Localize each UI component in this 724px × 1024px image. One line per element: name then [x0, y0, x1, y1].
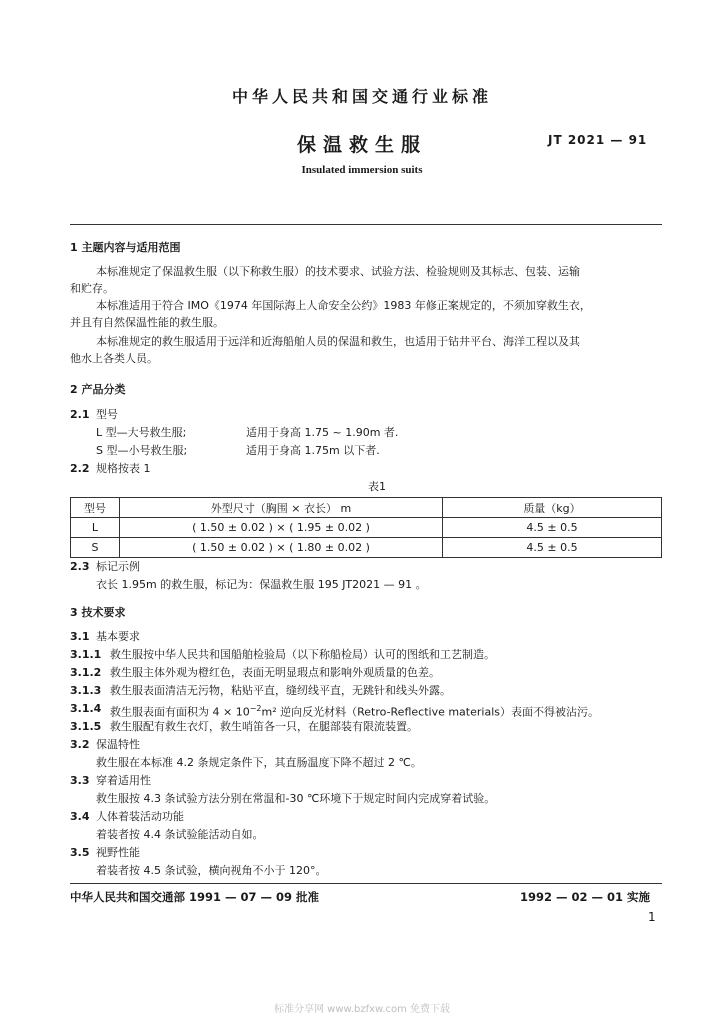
table-cell: S [71, 538, 120, 558]
clause-3-1-2-text: 救生服主体外观为橙红色，表面无明显瑕点和影响外观质量的色差。 [110, 666, 440, 679]
table-cell: L [71, 518, 120, 538]
clause-3-1-number: 3.1 [70, 630, 90, 643]
clause-2-3-number: 2.3 [70, 560, 90, 573]
approval-line: 中华人民共和国交通部 1991 — 07 — 09 批准 [70, 890, 320, 904]
watermark-text: 标准分享网 www.bzfxw.com 免费下载 [274, 1004, 450, 1015]
table-caption: 表1 [368, 480, 386, 493]
table-cell: ( 1.50 ± 0.02 ) × ( 1.95 ± 0.02 ) [120, 518, 443, 538]
clause-3-1-5-text: 救生服配有救生衣灯，救生哨笛各一只，在腿部装有限流装置。 [110, 720, 418, 733]
clause-2-3-title: 标记示例 [96, 560, 140, 573]
document-title-english: Insulated immersion suits [301, 164, 423, 176]
section-1-heading: 1 主题内容与适用范围 [70, 241, 181, 254]
clause-3-1-4-text-a: 救生服表面有面积为 4 × 10 [110, 705, 250, 719]
clause-3-5-title: 视野性能 [96, 846, 140, 859]
clause-3-3-number: 3.3 [70, 774, 90, 787]
effective-date: 1992 — 02 — 01 实施 [520, 890, 651, 904]
table-header-cell: 外型尺寸（胸围 × 衣长） m [120, 498, 443, 518]
section-1-para-1-line-2: 和贮存。 [70, 282, 114, 295]
section-1-para-3-line-2: 他水上各类人员。 [70, 352, 158, 365]
marking-example-text: 衣长 1.95m 的救生服，标记为：保温救生服 195 JT2021 — 91 。 [96, 578, 427, 591]
specification-table [70, 497, 662, 558]
clause-3-1-4-text-b: m² 逆向反光材料（Retro-Reflective materials）表面不得被沾污。 [261, 705, 599, 719]
section-1-para-1-line-1: 本标准规定了保温救生服（以下称救生服）的技术要求、试验方法、检验规则及其标志、包装、运输 [96, 265, 580, 278]
table-cell: 4.5 ± 0.5 [443, 538, 662, 558]
clause-3-2-number: 3.2 [70, 738, 90, 751]
type-l-label: L 型—大号救生服; [96, 426, 187, 439]
table-row [71, 518, 662, 538]
clause-2-1-number: 2.1 [70, 408, 90, 421]
standard-code: JT 2021 — 91 [548, 133, 648, 147]
clause-2-1-title: 型号 [96, 408, 118, 421]
type-l-description: 适用于身高 1.75 ~ 1.90m 者. [246, 426, 399, 439]
clause-2-2-number: 2.2 [70, 462, 90, 475]
clause-3-5-number: 3.5 [70, 846, 90, 859]
table-header-cell: 型号 [71, 498, 120, 518]
clause-3-1-4-number: 3.1.4 [70, 702, 102, 715]
table-cell: ( 1.50 ± 0.02 ) × ( 1.80 ± 0.02 ) [120, 538, 443, 558]
clause-3-1-5-number: 3.1.5 [70, 720, 102, 733]
clause-3-3-title: 穿着适用性 [96, 774, 151, 787]
clause-3-1-2-number: 3.1.2 [70, 666, 102, 679]
clause-3-3-text: 救生服按 4.3 条试验方法分别在常温和-30 ℃环境下于规定时间内完成穿着试验。 [96, 792, 496, 805]
clause-3-1-3-number: 3.1.3 [70, 684, 102, 697]
clause-3-4-title: 人体着装活动功能 [96, 810, 184, 823]
clause-3-1-3-text: 救生服表面清洁无污物，粘贴平直，缝纫线平直，无跳针和线头外露。 [110, 684, 451, 697]
table-cell: 4.5 ± 0.5 [443, 518, 662, 538]
section-1-para-2-line-2: 并且有自然保温性能的救生服。 [70, 316, 224, 329]
clause-3-2-title: 保温特性 [96, 738, 140, 751]
section-2-heading: 2 产品分类 [70, 383, 126, 396]
clause-3-1-1-text: 救生服按中华人民共和国船舶检验局（以下称船检局）认可的图纸和工艺制造。 [110, 648, 495, 661]
type-s-description: 适用于身高 1.75m 以下者. [246, 444, 380, 457]
clause-3-1-4-text [110, 702, 599, 720]
table-row [71, 538, 662, 558]
header-divider [70, 224, 662, 225]
section-3-heading: 3 技术要求 [70, 606, 126, 619]
clause-3-2-text: 救生服在本标准 4.2 条规定条件下，其直肠温度下降不超过 2 ℃。 [96, 756, 422, 769]
clause-3-1-title: 基本要求 [96, 630, 140, 643]
clause-3-4-number: 3.4 [70, 810, 90, 823]
clause-3-5-text: 着装者按 4.5 条试验，横向视角不小于 120°。 [96, 864, 327, 877]
table-header-cell: 质量（kg） [443, 498, 662, 518]
issuing-body-title: 中华人民共和国交通行业标准 [231, 87, 492, 106]
clause-2-2-title: 规格按表 1 [96, 462, 151, 475]
section-1-para-2-line-1: 本标准适用于符合 IMO《1974 年国际海上人命安全公约》1983 年修正案规定的，不须加穿救生衣， [96, 299, 591, 312]
table-header-row [71, 498, 662, 518]
page-number: 1 [648, 910, 656, 924]
footer-divider [70, 883, 662, 884]
document-title: 保温救生服 [296, 134, 427, 156]
clause-3-1-1-number: 3.1.1 [70, 648, 102, 661]
section-1-para-3-line-1: 本标准规定的救生服适用于远洋和近海船舶人员的保温和救生，也适用于钻井平台、海洋工程以及其 [96, 335, 580, 348]
type-s-label: S 型—小号救生服; [96, 444, 188, 457]
exponent: −2 [249, 704, 262, 713]
clause-3-4-text: 着装者按 4.4 条试验能活动自如。 [96, 828, 264, 841]
